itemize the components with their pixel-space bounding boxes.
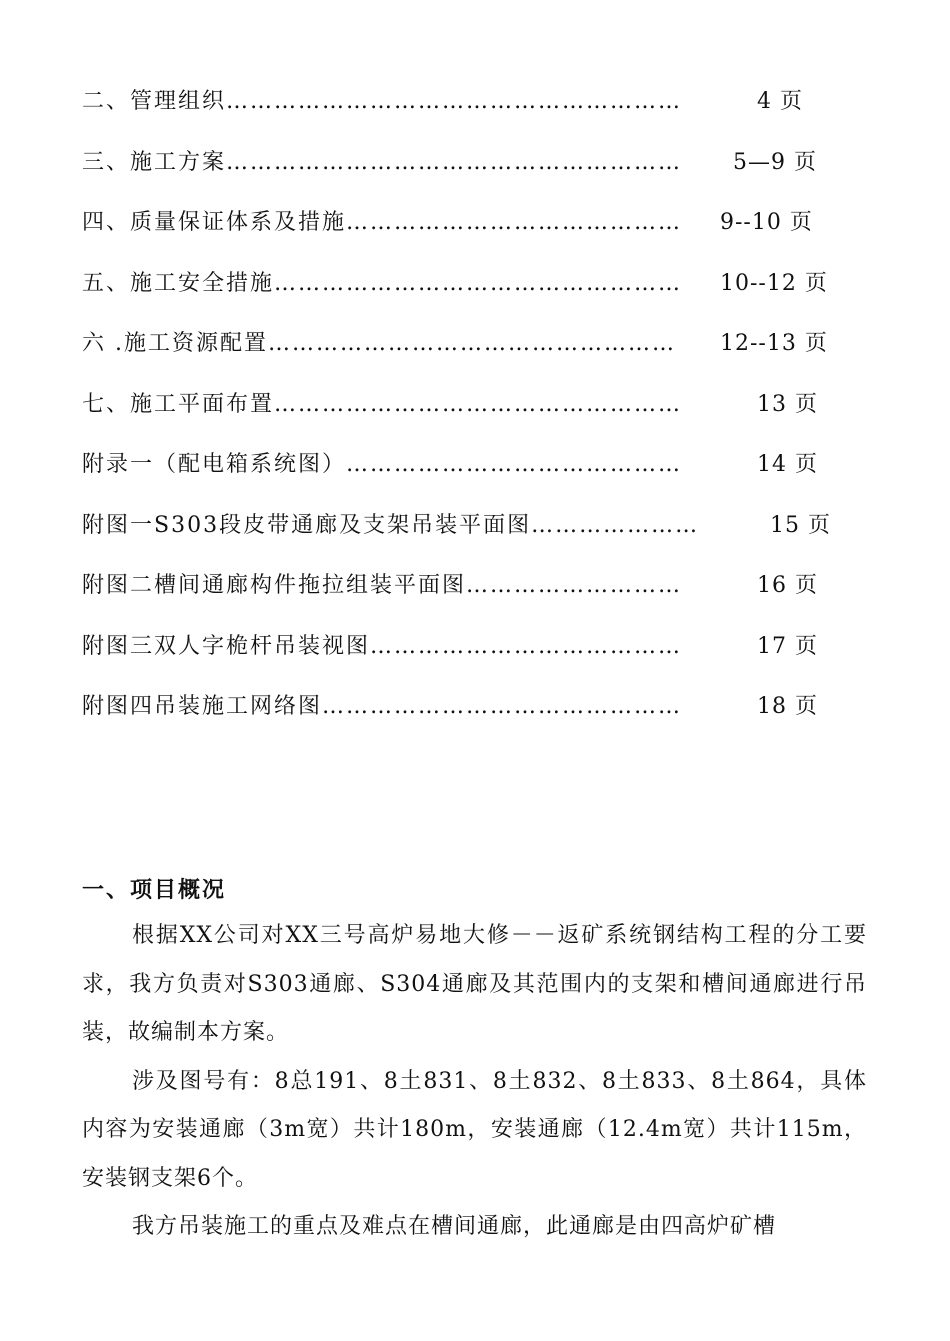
toc-entry-pages: 16 页 xyxy=(757,573,818,598)
toc-entry xyxy=(82,143,872,204)
toc-entry-text: 附图一S303段皮带通廊及支架吊装平面图………………… xyxy=(82,512,700,538)
toc-entry-pages: 12--13 页 xyxy=(720,331,828,356)
toc-entry xyxy=(82,445,872,506)
toc-entry xyxy=(82,82,872,143)
table-of-contents xyxy=(82,82,872,748)
toc-entry-pages: 15 页 xyxy=(770,512,831,538)
toc-entry-pages: 17 页 xyxy=(757,633,818,659)
toc-entry-text: 附录一（配电箱系统图）…………………………………… xyxy=(82,452,683,477)
toc-entry xyxy=(82,324,872,385)
toc-entry-text: 二、管理组织………………………………………………… xyxy=(82,89,683,114)
toc-entry-pages: 18 页 xyxy=(757,694,818,719)
toc-entry-text: 四、质量保证体系及措施…………………………………… xyxy=(82,210,683,235)
toc-entry-text: 附图二槽间通廊构件拖拉组装平面图……………………… xyxy=(82,573,683,598)
paragraph-3: 我方吊装施工的重点及难点在槽间通廊，此通廊是由四高炉矿槽 xyxy=(132,1214,777,1239)
paragraph-2: 涉及图号有：8总191、8土831、8土832、8土833、8土864，具体内容为安装通廊（3m宽）共计180m，安装通廊（12.4m宽）共计115m，安装钢支架6个。 xyxy=(82,1068,867,1191)
toc-entry xyxy=(82,627,872,688)
toc-entry-pages: 9--10 页 xyxy=(720,210,813,235)
toc-entry-text: 附图三双人字桅杆吊装视图………………………………… xyxy=(82,633,683,659)
paragraph-1: 根据XX公司对XX三号高炉易地大修－－返矿系统钢结构工程的分工要求，我方负责对S303通廊、S304通廊及其范围内的支架和槽间通廊进行吊装，故编制本方案。 xyxy=(82,923,867,1045)
toc-entry xyxy=(82,385,872,446)
section-title: 一、项目概况 xyxy=(82,878,227,903)
toc-entry xyxy=(82,566,872,627)
toc-entry-pages: 5—9 页 xyxy=(733,149,817,175)
toc-entry xyxy=(82,264,872,325)
toc-entry-pages: 13 页 xyxy=(757,391,818,417)
toc-entry-text: 五、施工安全措施…………………………………………… xyxy=(82,270,683,296)
toc-entry-pages: 4 页 xyxy=(757,89,803,114)
toc-entry xyxy=(82,506,872,567)
toc-entry-pages: 14 页 xyxy=(757,452,818,477)
toc-entry-text: 附图四吊装施工网络图……………………………………… xyxy=(82,694,683,719)
project-overview-section xyxy=(82,870,867,1252)
toc-entry-pages: 10--12 页 xyxy=(720,270,828,296)
toc-entry xyxy=(82,687,872,748)
toc-entry-text: 七、施工平面布置…………………………………………… xyxy=(82,391,683,417)
toc-entry xyxy=(82,203,872,264)
toc-entry-text: 六 .施工资源配置…………………………………………… xyxy=(82,331,676,356)
toc-entry-text: 三、施工方案………………………………………………… xyxy=(82,149,683,175)
